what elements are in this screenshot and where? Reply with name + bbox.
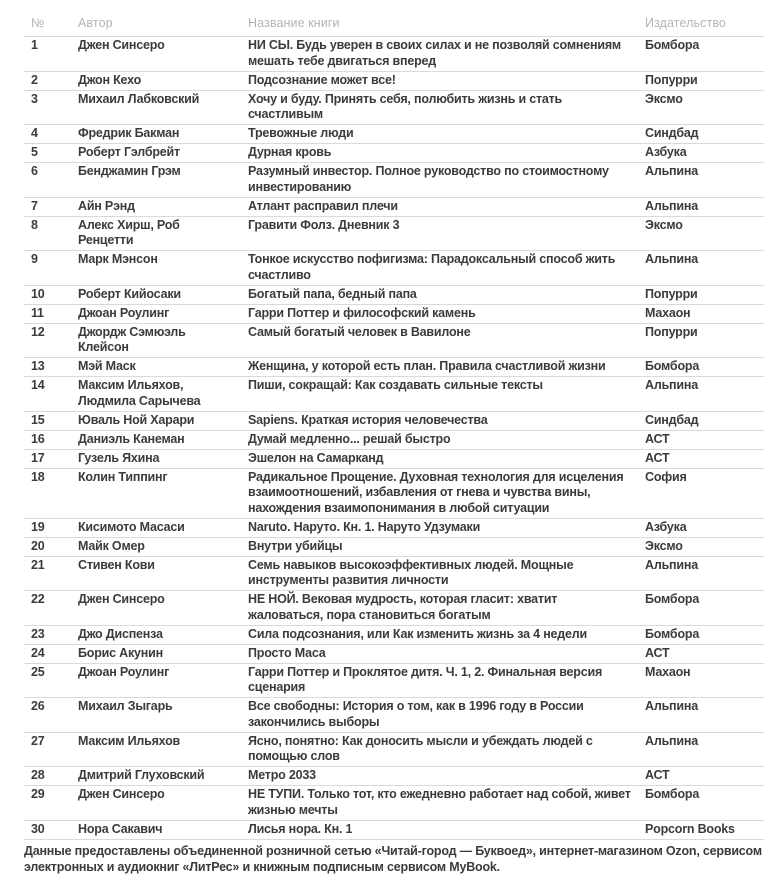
author-cell: Марк Мэнсон <box>78 252 158 266</box>
row-number-cell: 6 <box>31 164 38 178</box>
publisher-cell: Эксмо <box>645 538 683 553</box>
column-header-book-title: Название книги <box>248 16 340 30</box>
row-number-cell: 3 <box>31 91 38 106</box>
book-title-cell: Дурная кровь <box>248 145 332 159</box>
book-title-cell: Радикальное Прощение. Духовная технология для исцеления взаимоотношений, избавления от гнева и чувства вины, нахождения взаимопонимания в любой ситуации <box>248 469 624 515</box>
row-number-cell: 17 <box>31 450 45 465</box>
publisher-cell: Альпина <box>645 378 698 392</box>
row-number-cell: 12 <box>31 324 45 339</box>
row-number-cell: 14 <box>31 378 45 392</box>
publisher-cell: АСТ <box>645 768 670 782</box>
row-number-cell: 29 <box>31 787 45 801</box>
author-cell: Михаил Лабковский <box>78 91 200 106</box>
book-title-cell: Семь навыков высокоэффективных людей. Мощные инструменты развития личности <box>248 557 574 587</box>
row-number-cell: 30 <box>31 821 45 836</box>
author-cell: Джен Синсеро <box>78 592 165 606</box>
table-row <box>24 324 764 359</box>
book-title-cell: Думай медленно... решай быстро <box>248 431 451 446</box>
row-number-cell: 2 <box>31 72 38 87</box>
author-cell: Стивен Кови <box>78 557 155 572</box>
table-row <box>24 591 764 626</box>
book-title-cell: Богатый папа, бедный папа <box>248 286 417 301</box>
publisher-cell: Бомбора <box>645 359 700 373</box>
publisher-cell: Альпина <box>645 733 698 748</box>
publisher-cell: Альпина <box>645 198 698 213</box>
row-number-cell: 19 <box>31 519 45 534</box>
publisher-cell: Бомбора <box>645 38 700 52</box>
publisher-cell: Эксмо <box>645 217 683 232</box>
table-row <box>24 125 764 144</box>
row-number-cell: 13 <box>31 359 45 373</box>
row-number-cell: 25 <box>31 664 45 679</box>
book-title-cell: НЕ ТУПИ. Только тот, кто ежедневно работает над собой, живет жизнью мечты <box>248 787 631 817</box>
book-title-cell: Атлант расправил плечи <box>248 198 398 213</box>
book-title-cell: Гарри Поттер и философский камень <box>248 305 476 320</box>
row-number-cell: 9 <box>31 252 38 266</box>
row-number-cell: 5 <box>31 145 38 159</box>
author-cell: Джоан Роулинг <box>78 664 170 679</box>
author-cell: Фредрик Бакман <box>78 126 180 140</box>
author-cell: Алекс Хирш, Роб Ренцетти <box>78 217 180 247</box>
author-cell: Максим Ильяхов, Людмила Сарычева <box>78 378 201 408</box>
author-cell: Гузель Яхина <box>78 450 160 465</box>
book-title-cell: Лисья нора. Кн. 1 <box>248 821 353 836</box>
book-title-cell: Самый богатый человек в Вавилоне <box>248 324 471 339</box>
table-row <box>24 821 764 840</box>
column-header-publisher: Издательство <box>645 16 726 30</box>
author-cell: Айн Рэнд <box>78 198 135 213</box>
author-cell: Джо Диспенза <box>78 626 163 641</box>
book-title-cell: Сила подсознания, или Как изменить жизнь за 4 недели <box>248 626 588 641</box>
table-row <box>24 217 764 252</box>
book-title-cell: Эшелон на Самарканд <box>248 450 384 465</box>
row-number-cell: 16 <box>31 431 45 446</box>
table-row <box>24 733 764 768</box>
author-cell: Джордж Сэмюэль Клейсон <box>78 324 186 354</box>
publisher-cell: Эксмо <box>645 91 683 106</box>
table-row <box>24 538 764 557</box>
table-row <box>24 450 764 469</box>
row-number-cell: 22 <box>31 592 45 606</box>
row-number-cell: 10 <box>31 286 45 301</box>
table-row <box>24 664 764 699</box>
publisher-cell: Альпина <box>645 252 698 266</box>
column-header-number: № <box>31 16 45 30</box>
author-cell: Борис Акунин <box>78 645 163 660</box>
publisher-cell: Попурри <box>645 72 698 87</box>
book-title-cell: Внутри убийцы <box>248 538 343 553</box>
row-number-cell: 7 <box>31 198 38 213</box>
row-number-cell: 4 <box>31 126 38 140</box>
book-title-cell: Гарри Поттер и Проклятое дитя. Ч. 1, 2. Финальная версия сценария <box>248 664 603 694</box>
book-table <box>24 16 764 840</box>
author-cell: Майк Омер <box>78 538 145 553</box>
publisher-cell: Бомбора <box>645 626 700 641</box>
publisher-cell: София <box>645 469 687 484</box>
publisher-cell: Альпина <box>645 164 698 178</box>
book-title-cell: Хочу и буду. Принять себя, полюбить жизнь и стать счастливым <box>248 91 563 121</box>
row-number-cell: 8 <box>31 217 38 232</box>
row-number-cell: 26 <box>31 699 45 713</box>
table-row <box>24 286 764 305</box>
publisher-cell: Махаон <box>645 664 691 679</box>
table-row <box>24 144 764 163</box>
table-row <box>24 377 764 412</box>
publisher-cell: Попурри <box>645 324 698 339</box>
publisher-cell: АСТ <box>645 450 670 465</box>
row-number-cell: 27 <box>31 733 45 748</box>
table-row <box>24 412 764 431</box>
author-cell: Мэй Маск <box>78 359 136 373</box>
author-cell: Джон Кехо <box>78 72 142 87</box>
table-row <box>24 251 764 286</box>
book-title-cell: Гравити Фолз. Дневник 3 <box>248 217 400 232</box>
book-title-cell: НИ СЫ. Будь уверен в своих силах и не позволяй сомнениям мешать тебе двигаться вперед <box>248 38 621 68</box>
column-header-author: Автор <box>78 16 113 30</box>
author-cell: Джен Синсеро <box>78 787 165 801</box>
book-title-cell: Подсознание может все! <box>248 72 396 87</box>
publisher-cell: Popcorn Books <box>645 821 735 836</box>
table-row <box>24 198 764 217</box>
author-cell: Роберт Гэлбрейт <box>78 145 180 159</box>
book-title-cell: Ясно, понятно: Как доносить мысли и убеждать людей с помощью слов <box>248 733 593 763</box>
row-number-cell: 23 <box>31 626 45 641</box>
publisher-cell: АСТ <box>645 645 670 660</box>
author-cell: Кисимото Масаси <box>78 519 185 534</box>
author-cell: Юваль Ной Харари <box>78 412 195 427</box>
author-cell: Даниэль Канеман <box>78 431 185 446</box>
book-title-cell: НЕ НОЙ. Вековая мудрость, которая гласит: хватит жаловаться, пора становиться богатым <box>248 592 558 622</box>
book-title-cell: Тревожные люди <box>248 126 354 140</box>
table-body <box>24 37 764 840</box>
publisher-cell: Альпина <box>645 557 698 572</box>
row-number-cell: 15 <box>31 412 45 427</box>
table-row <box>24 645 764 664</box>
table-row <box>24 305 764 324</box>
table-row <box>24 626 764 645</box>
data-source-note: Данные предоставлены объединенной розничной сетью «Читай-город — Буквоед», интернет-магазином Ozon, сервисом электронных и аудиокниг «ЛитРес» и книжным подписным сервисом MyBook. <box>24 843 762 874</box>
table-row <box>24 698 764 733</box>
publisher-cell: Азбука <box>645 145 687 159</box>
book-title-cell: Тонкое искусство пофигизма: Парадоксальный способ жить счастливо <box>248 252 616 282</box>
table-row <box>24 358 764 377</box>
row-number-cell: 1 <box>31 38 38 52</box>
publisher-cell: Альпина <box>645 699 698 713</box>
publisher-cell: Азбука <box>645 519 687 534</box>
publisher-cell: Синдбад <box>645 126 699 140</box>
publisher-cell: Бомбора <box>645 592 700 606</box>
author-cell: Джоан Роулинг <box>78 305 170 320</box>
table-row <box>24 91 764 126</box>
book-title-cell: Метро 2033 <box>248 768 316 782</box>
author-cell: Джен Синсеро <box>78 38 165 52</box>
table-row <box>24 37 764 72</box>
table-row <box>24 767 764 786</box>
author-cell: Максим Ильяхов <box>78 733 181 748</box>
table-row <box>24 72 764 91</box>
row-number-cell: 24 <box>31 645 45 660</box>
table-row <box>24 557 764 592</box>
table-row <box>24 519 764 538</box>
publisher-cell: Синдбад <box>645 412 699 427</box>
book-title-cell: Просто Маса <box>248 645 326 660</box>
table-header-row <box>24 16 764 37</box>
book-title-cell: Пиши, сокращай: Как создавать сильные тексты <box>248 378 543 392</box>
table-row <box>24 469 764 519</box>
author-cell: Роберт Кийосаки <box>78 286 181 301</box>
table-row <box>24 163 764 198</box>
book-title-cell: Naruto. Наруто. Кн. 1. Наруто Удзумаки <box>248 519 481 534</box>
row-number-cell: 21 <box>31 557 45 572</box>
author-cell: Нора Сакавич <box>78 821 163 836</box>
row-number-cell: 11 <box>31 305 44 320</box>
row-number-cell: 18 <box>31 469 45 484</box>
author-cell: Дмитрий Глуховский <box>78 768 205 782</box>
author-cell: Бенджамин Грэм <box>78 164 181 178</box>
author-cell: Михаил Зыгарь <box>78 699 173 713</box>
book-title-cell: Sapiens. Краткая история человечества <box>248 412 488 427</box>
book-title-cell: Все свободны: История о том, как в 1996 году в России закончились выборы <box>248 699 584 729</box>
table-row <box>24 431 764 450</box>
publisher-cell: Махаон <box>645 305 691 320</box>
row-number-cell: 20 <box>31 538 45 553</box>
book-title-cell: Женщина, у которой есть план. Правила счастливой жизни <box>248 359 606 373</box>
author-cell: Колин Типпинг <box>78 469 168 484</box>
publisher-cell: Попурри <box>645 286 698 301</box>
book-title-cell: Разумный инвестор. Полное руководство по стоимостному инвестированию <box>248 164 609 194</box>
row-number-cell: 28 <box>31 768 45 782</box>
publisher-cell: Бомбора <box>645 787 700 801</box>
publisher-cell: АСТ <box>645 431 670 446</box>
table-row <box>24 786 764 821</box>
